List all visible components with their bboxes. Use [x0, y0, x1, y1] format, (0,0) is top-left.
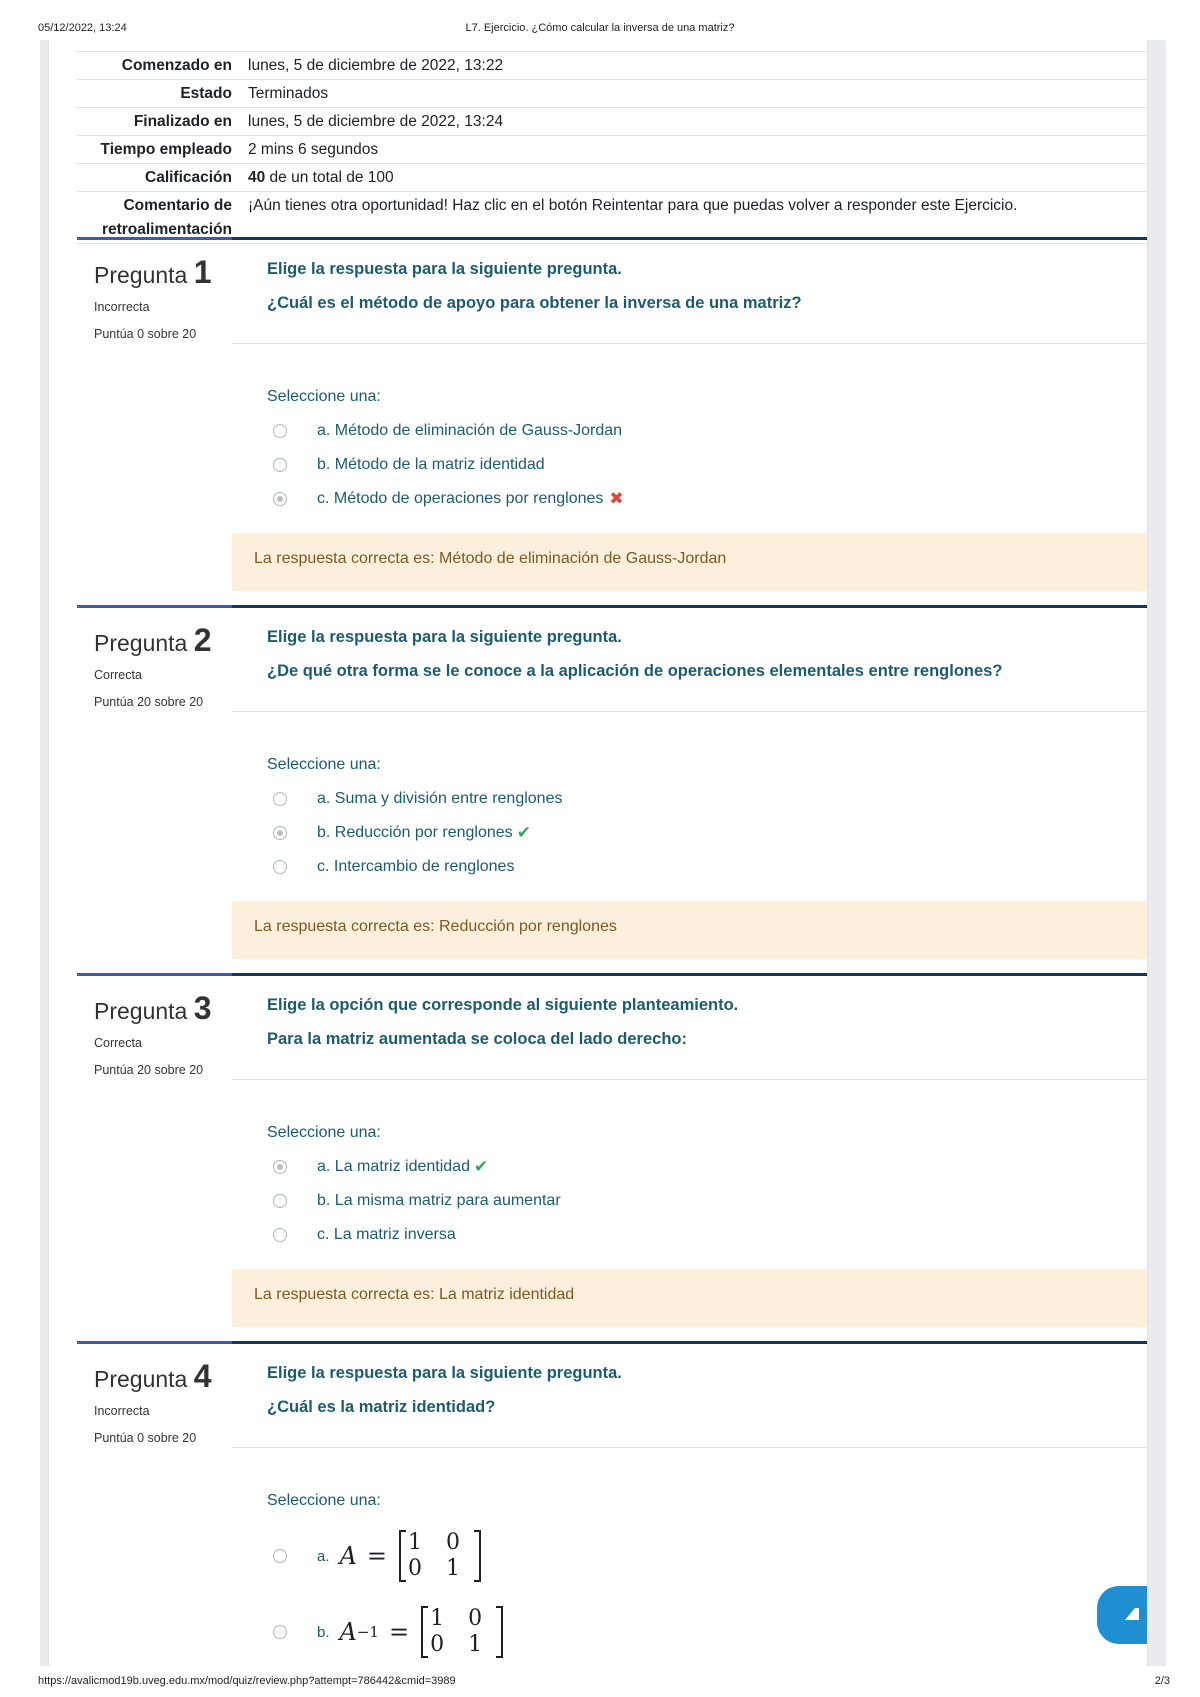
answer-block: [267, 756, 1148, 884]
print-footer: [0, 1667, 1200, 1697]
summary-value: [232, 164, 1148, 191]
answer-option-c[interactable]: [267, 482, 1148, 516]
matrix-cell: 1: [468, 1632, 483, 1657]
question-state: Correcta: [94, 668, 142, 682]
radio-button-selected[interactable]: [273, 826, 287, 840]
check-icon: ✔: [473, 1157, 489, 1176]
question-state: Incorrecta: [94, 300, 150, 314]
quiz-review-page: [48, 40, 1148, 1666]
question-prompt: ¿Cuál es la matriz identidad?: [267, 1398, 496, 1416]
matrix-cell: 1: [407, 1530, 422, 1555]
summary-label: [77, 192, 232, 243]
select-one-label: Seleccione una:: [267, 756, 381, 773]
matrix-grid: [428, 1606, 496, 1658]
correct-answer-feedback: La respuesta correcta es: La matriz identidad: [232, 1269, 1148, 1327]
answer-block: [267, 388, 1148, 516]
radio-button[interactable]: [273, 458, 287, 472]
question-word: Pregunta: [94, 262, 188, 288]
print-url: https://avalicmod19b.uveg.edu.mx/mod/quiz/review.php?attempt=786442&cmid=3989: [38, 1675, 456, 1687]
math-superscript: −1: [356, 1623, 379, 1641]
radio-button[interactable]: [273, 860, 287, 874]
summary-label: Tiempo empleado: [100, 141, 232, 158]
question-instruction: Elige la respuesta para la siguiente pregunta.: [267, 628, 622, 646]
question-number: 3: [193, 990, 212, 1026]
answer-option-a[interactable]: [267, 1150, 1148, 1184]
question-instruction: Elige la respuesta para la siguiente pregunta.: [267, 1364, 622, 1382]
radio-button[interactable]: [273, 1625, 287, 1639]
summary-row-finished: [77, 107, 1148, 135]
grade-total: de un total de 100: [265, 169, 394, 186]
question-1: [77, 237, 1148, 605]
question-heading: [94, 990, 212, 1027]
summary-value: Terminados: [248, 85, 329, 102]
matrix-cell: 0: [430, 1632, 445, 1657]
radio-button[interactable]: [273, 1194, 287, 1208]
option-label: c. La matriz inversa: [317, 1226, 456, 1243]
left-bracket: [399, 1530, 406, 1582]
question-heading: [94, 254, 212, 291]
question-word: Pregunta: [94, 630, 188, 656]
question-state: Incorrecta: [94, 1404, 150, 1418]
radio-button[interactable]: [273, 792, 287, 806]
answer-block: [267, 1492, 1148, 1666]
answer-option-a[interactable]: [267, 414, 1148, 448]
option-label: c. Intercambio de renglones: [317, 858, 515, 875]
question-info: [77, 605, 232, 973]
question-grade: Puntúa 0 sobre 20: [94, 327, 197, 341]
question-2: [77, 605, 1148, 973]
question-number: 2: [193, 622, 212, 658]
question-instruction: Elige la opción que corresponde al siguiente planteamiento.: [267, 996, 739, 1014]
correct-answer-feedback: La respuesta correcta es: Método de eliminación de Gauss-Jordan: [232, 533, 1148, 591]
option-label: a. Método de eliminación de Gauss-Jordan: [317, 422, 623, 439]
matrix-equation: [340, 1530, 481, 1582]
question-text: [232, 1344, 1148, 1448]
question-text: [232, 608, 1148, 712]
matrix-equation: [340, 1606, 504, 1658]
matrix-cell: 0: [468, 1606, 483, 1631]
radio-button[interactable]: [273, 1228, 287, 1242]
check-icon: ✔: [516, 823, 531, 842]
option-letter: b.: [317, 1623, 330, 1641]
question-prompt: ¿De qué otra forma se le conoce a la aplicación de operaciones elementales entre renglones?: [267, 662, 1003, 680]
question-info: [77, 973, 232, 1341]
question-4: [77, 1341, 1148, 1666]
summary-row-started: [77, 51, 1148, 79]
option-label: b. Método de la matriz identidad: [317, 456, 545, 473]
math-equals: =: [366, 1542, 387, 1570]
summary-value: lunes, 5 de diciembre de 2022, 13:24: [248, 113, 504, 130]
question-3: [77, 973, 1148, 1341]
option-letter: a.: [317, 1547, 330, 1565]
radio-button-selected[interactable]: [273, 1160, 287, 1174]
summary-row-state: [77, 79, 1148, 107]
summary-label: Comenzado en: [121, 57, 232, 74]
print-date: 05/12/2022, 13:24: [38, 22, 127, 34]
question-word: Pregunta: [94, 1366, 188, 1392]
attempt-summary-table: [77, 51, 1148, 244]
answer-option-b[interactable]: [267, 448, 1148, 482]
matrix: [399, 1530, 481, 1582]
select-one-label: Seleccione una:: [267, 1492, 381, 1509]
select-one-label: Seleccione una:: [267, 388, 381, 405]
answer-block: [267, 1124, 1148, 1252]
matrix-cell: 1: [430, 1606, 445, 1631]
summary-label: Calificación: [145, 169, 232, 186]
answer-option-a[interactable]: [267, 782, 1148, 816]
option-label: b. La misma matriz para aumentar: [317, 1192, 561, 1209]
answer-option-b[interactable]: [267, 1184, 1148, 1218]
answer-option-a[interactable]: [267, 1518, 1148, 1594]
radio-button[interactable]: [273, 424, 287, 438]
question-content: [232, 973, 1148, 1341]
option-label: a. Suma y división entre renglones: [317, 790, 563, 807]
print-header: [0, 0, 1200, 40]
question-heading: [94, 622, 212, 659]
left-bracket: [421, 1606, 428, 1658]
summary-label: Estado: [180, 85, 232, 102]
summary-value: ¡Aún tienes otra oportunidad! Haz clic en el botón Reintentar para que puedas volver a responder este Ejercicio.: [248, 197, 1018, 214]
question-word: Pregunta: [94, 998, 188, 1024]
option-label: b. Reducción por renglones: [317, 824, 513, 841]
answer-option-c[interactable]: [267, 850, 1148, 884]
print-title: L7. Ejercicio. ¿Cómo calcular la inversa de una matriz?: [465, 22, 735, 34]
right-bracket: [474, 1530, 481, 1582]
select-one-label: Seleccione una:: [267, 1124, 381, 1141]
chat-icon[interactable]: [1097, 1586, 1147, 1644]
summary-row-time-taken: [77, 135, 1148, 163]
option-label: a. La matriz identidad: [317, 1158, 470, 1175]
answer-option-c[interactable]: [267, 1218, 1148, 1252]
question-grade: Puntúa 20 sobre 20: [94, 1063, 204, 1077]
question-grade: Puntúa 0 sobre 20: [94, 1431, 197, 1445]
grade-score: 40: [248, 169, 266, 186]
answer-option-b[interactable]: [267, 816, 1148, 850]
print-page-number: 2/3: [1154, 1675, 1170, 1687]
radio-button[interactable]: [273, 1549, 287, 1563]
question-info: [77, 1341, 232, 1666]
question-state: Correcta: [94, 1036, 142, 1050]
question-info: [77, 237, 232, 605]
math-variable: A: [339, 1542, 357, 1570]
cross-icon: ✖: [609, 489, 624, 508]
question-heading: [94, 1358, 212, 1395]
question-content: [232, 1341, 1148, 1666]
matrix-grid: [406, 1530, 474, 1582]
matrix-cell: 1: [445, 1556, 460, 1581]
browser-viewport: [40, 40, 1166, 1666]
question-text: [232, 240, 1148, 344]
question-instruction: Elige la respuesta para la siguiente pregunta.: [267, 260, 622, 278]
correct-answer-feedback: La respuesta correcta es: Reducción por renglones: [232, 901, 1148, 959]
option-label: c. Método de operaciones por renglones: [317, 490, 604, 507]
summary-label-line1: Comentario de: [123, 197, 232, 214]
question-prompt: Para la matriz aumentada se coloca del lado derecho:: [267, 1030, 687, 1048]
summary-value: lunes, 5 de diciembre de 2022, 13:22: [248, 57, 504, 74]
right-bracket: [496, 1606, 503, 1658]
question-grade: Puntúa 20 sobre 20: [94, 695, 204, 709]
summary-row-grade: [77, 163, 1148, 191]
question-number: 1: [193, 254, 212, 290]
matrix: [421, 1606, 503, 1658]
question-text: [232, 976, 1148, 1080]
math-variable: A: [339, 1618, 357, 1646]
matrix-cell: 0: [445, 1530, 460, 1555]
summary-label-line2: retroalimentación: [101, 221, 232, 238]
question-content: [232, 605, 1148, 973]
summary-value: 2 mins 6 segundos: [248, 141, 379, 158]
matrix-cell: 0: [407, 1556, 422, 1581]
question-number: 4: [193, 1358, 212, 1394]
summary-label: Finalizado en: [133, 113, 232, 130]
question-content: [232, 237, 1148, 605]
math-equals: =: [388, 1618, 410, 1646]
radio-button-selected[interactable]: [273, 492, 287, 506]
answer-option-b[interactable]: [267, 1594, 1148, 1666]
question-prompt: ¿Cuál es el método de apoyo para obtener la inversa de una matriz?: [267, 294, 802, 312]
